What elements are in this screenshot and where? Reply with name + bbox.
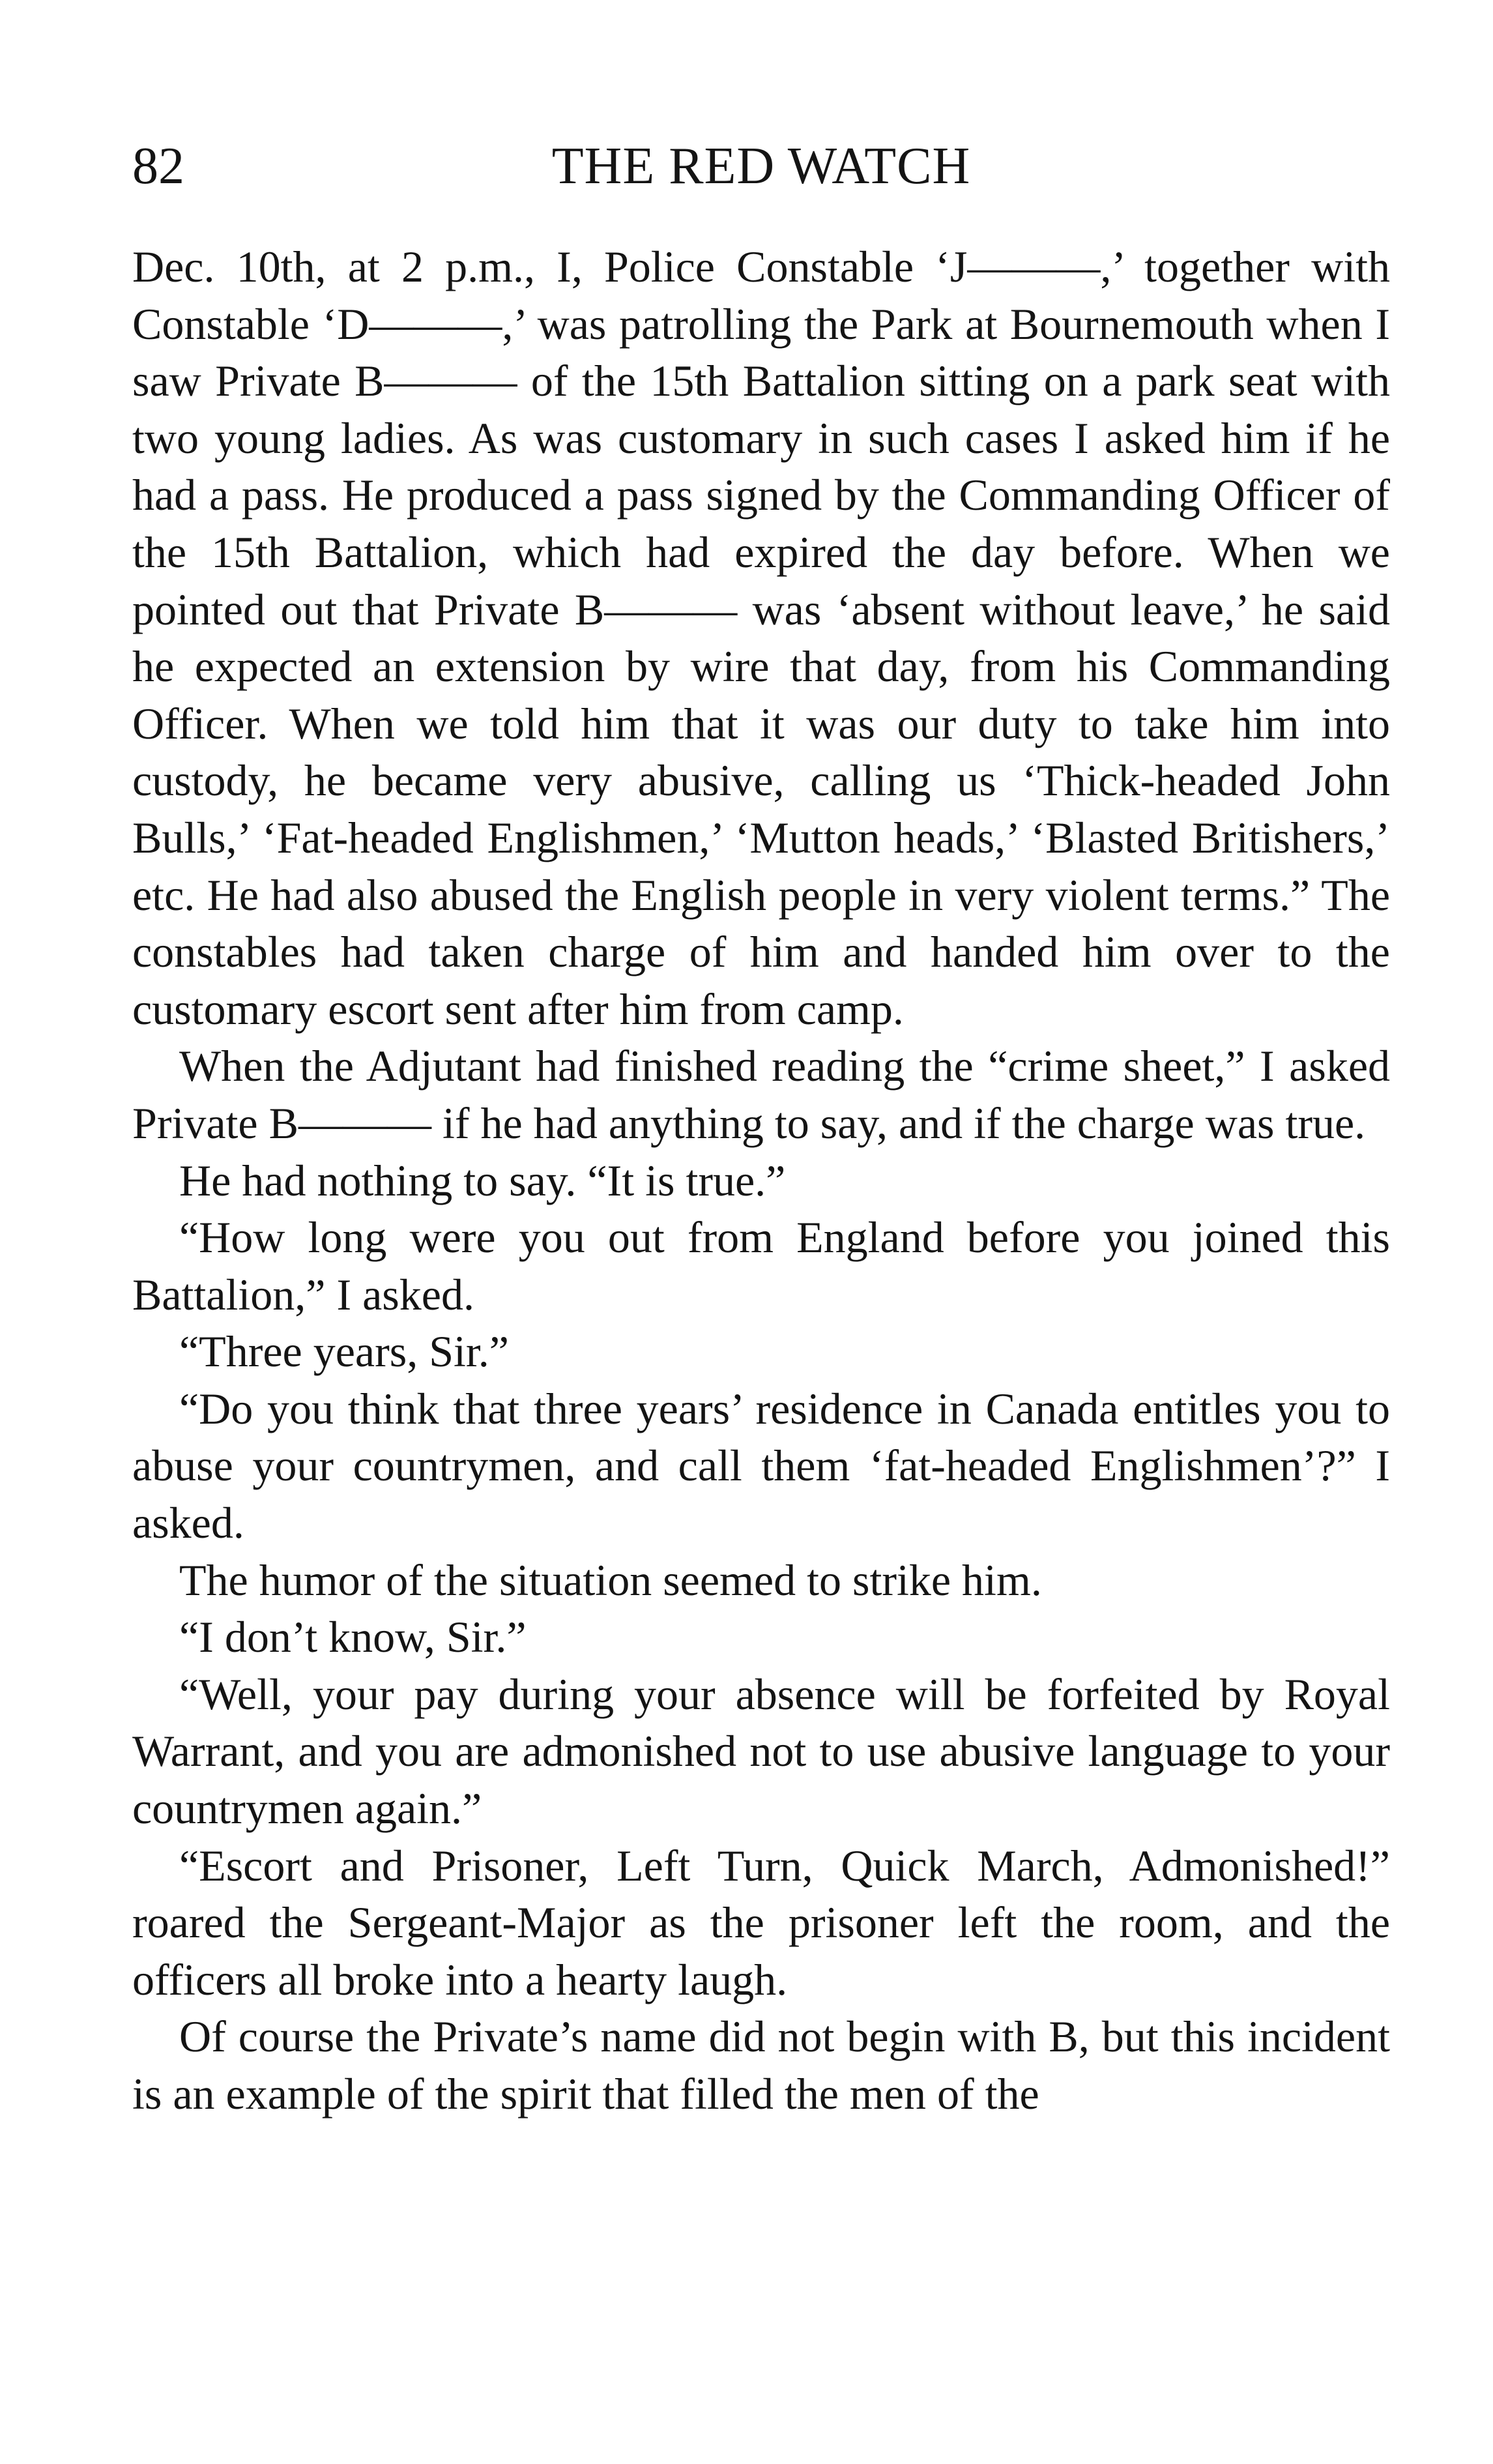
paragraph-nothing-to-say: He had nothing to say. “It is true.”	[179, 1155, 786, 1205]
paragraph-adjutant-reading: When the Adjutant had finished reading the “crime sheet,” I asked Private B——— if he had anything to say, and if the charge was true.	[132, 1041, 1390, 1148]
page-number: 82	[132, 138, 184, 195]
paragraph-pay-forfeited: “Well, your pay during your absence will be forfeited by Royal Warrant, and you are admonished not to use abusive language to your countrymen again.”	[132, 1669, 1390, 1834]
page-header	[132, 130, 1390, 202]
paragraph-escort-command: “Escort and Prisoner, Left Turn, Quick March, Admonished!” roared the Sergeant-Major as the prisoner left the room, and the officers all broke into a hearty laugh.	[132, 1840, 1390, 2004]
paragraph-dont-know: “I don’t know, Sir.”	[179, 1612, 527, 1662]
body-text	[132, 239, 1390, 2123]
paragraph-how-long-question: “How long were you out from England before you joined this Battalion,” I asked.	[132, 1212, 1390, 1319]
paragraph-conclusion: Of course the Private’s name did not begin with B, but this incident is an example of the spirit that filled the men of the	[132, 2012, 1390, 2119]
paragraph-three-years: “Three years, Sir.”	[179, 1327, 509, 1377]
paragraph-humor: The humor of the situation seemed to strike him.	[179, 1555, 1042, 1605]
running-title: THE RED WATCH	[551, 138, 971, 195]
paragraph-residence-question: “Do you think that three years’ residence in Canada entitles you to abuse your countrymen, and call them ‘fat-headed Englishmen’?” I asked.	[132, 1383, 1390, 1548]
paragraph-police-report: Dec. 10th, at 2 p.m., I, Police Constable ‘J———,’ together with Constable ‘D———,’ was patrolling the Park at Bournemouth when I saw Private B——— of the 15th Battalion sitting on a park seat with two young ladies. As was customary in such cases I asked him if he had a pass. He produced a pass signed by the Commanding Officer of the 15th Battalion, which had expired the day before. When we pointed out that Private B——— was ‘absent without leave,’ he said he expected an extension by wire that day, from his Commanding Officer. When we told him that it was our duty to take him into custody, he became very abusive, calling us ‘Thick-headed John Bulls,’ ‘Fat-headed Englishmen,’ ‘Mutton heads,’ ‘Blasted Britishers,’ etc. He had also abused the English people in very violent terms.” The constables had taken charge of him and handed him over to the customary escort sent after him from camp.	[132, 242, 1390, 1034]
